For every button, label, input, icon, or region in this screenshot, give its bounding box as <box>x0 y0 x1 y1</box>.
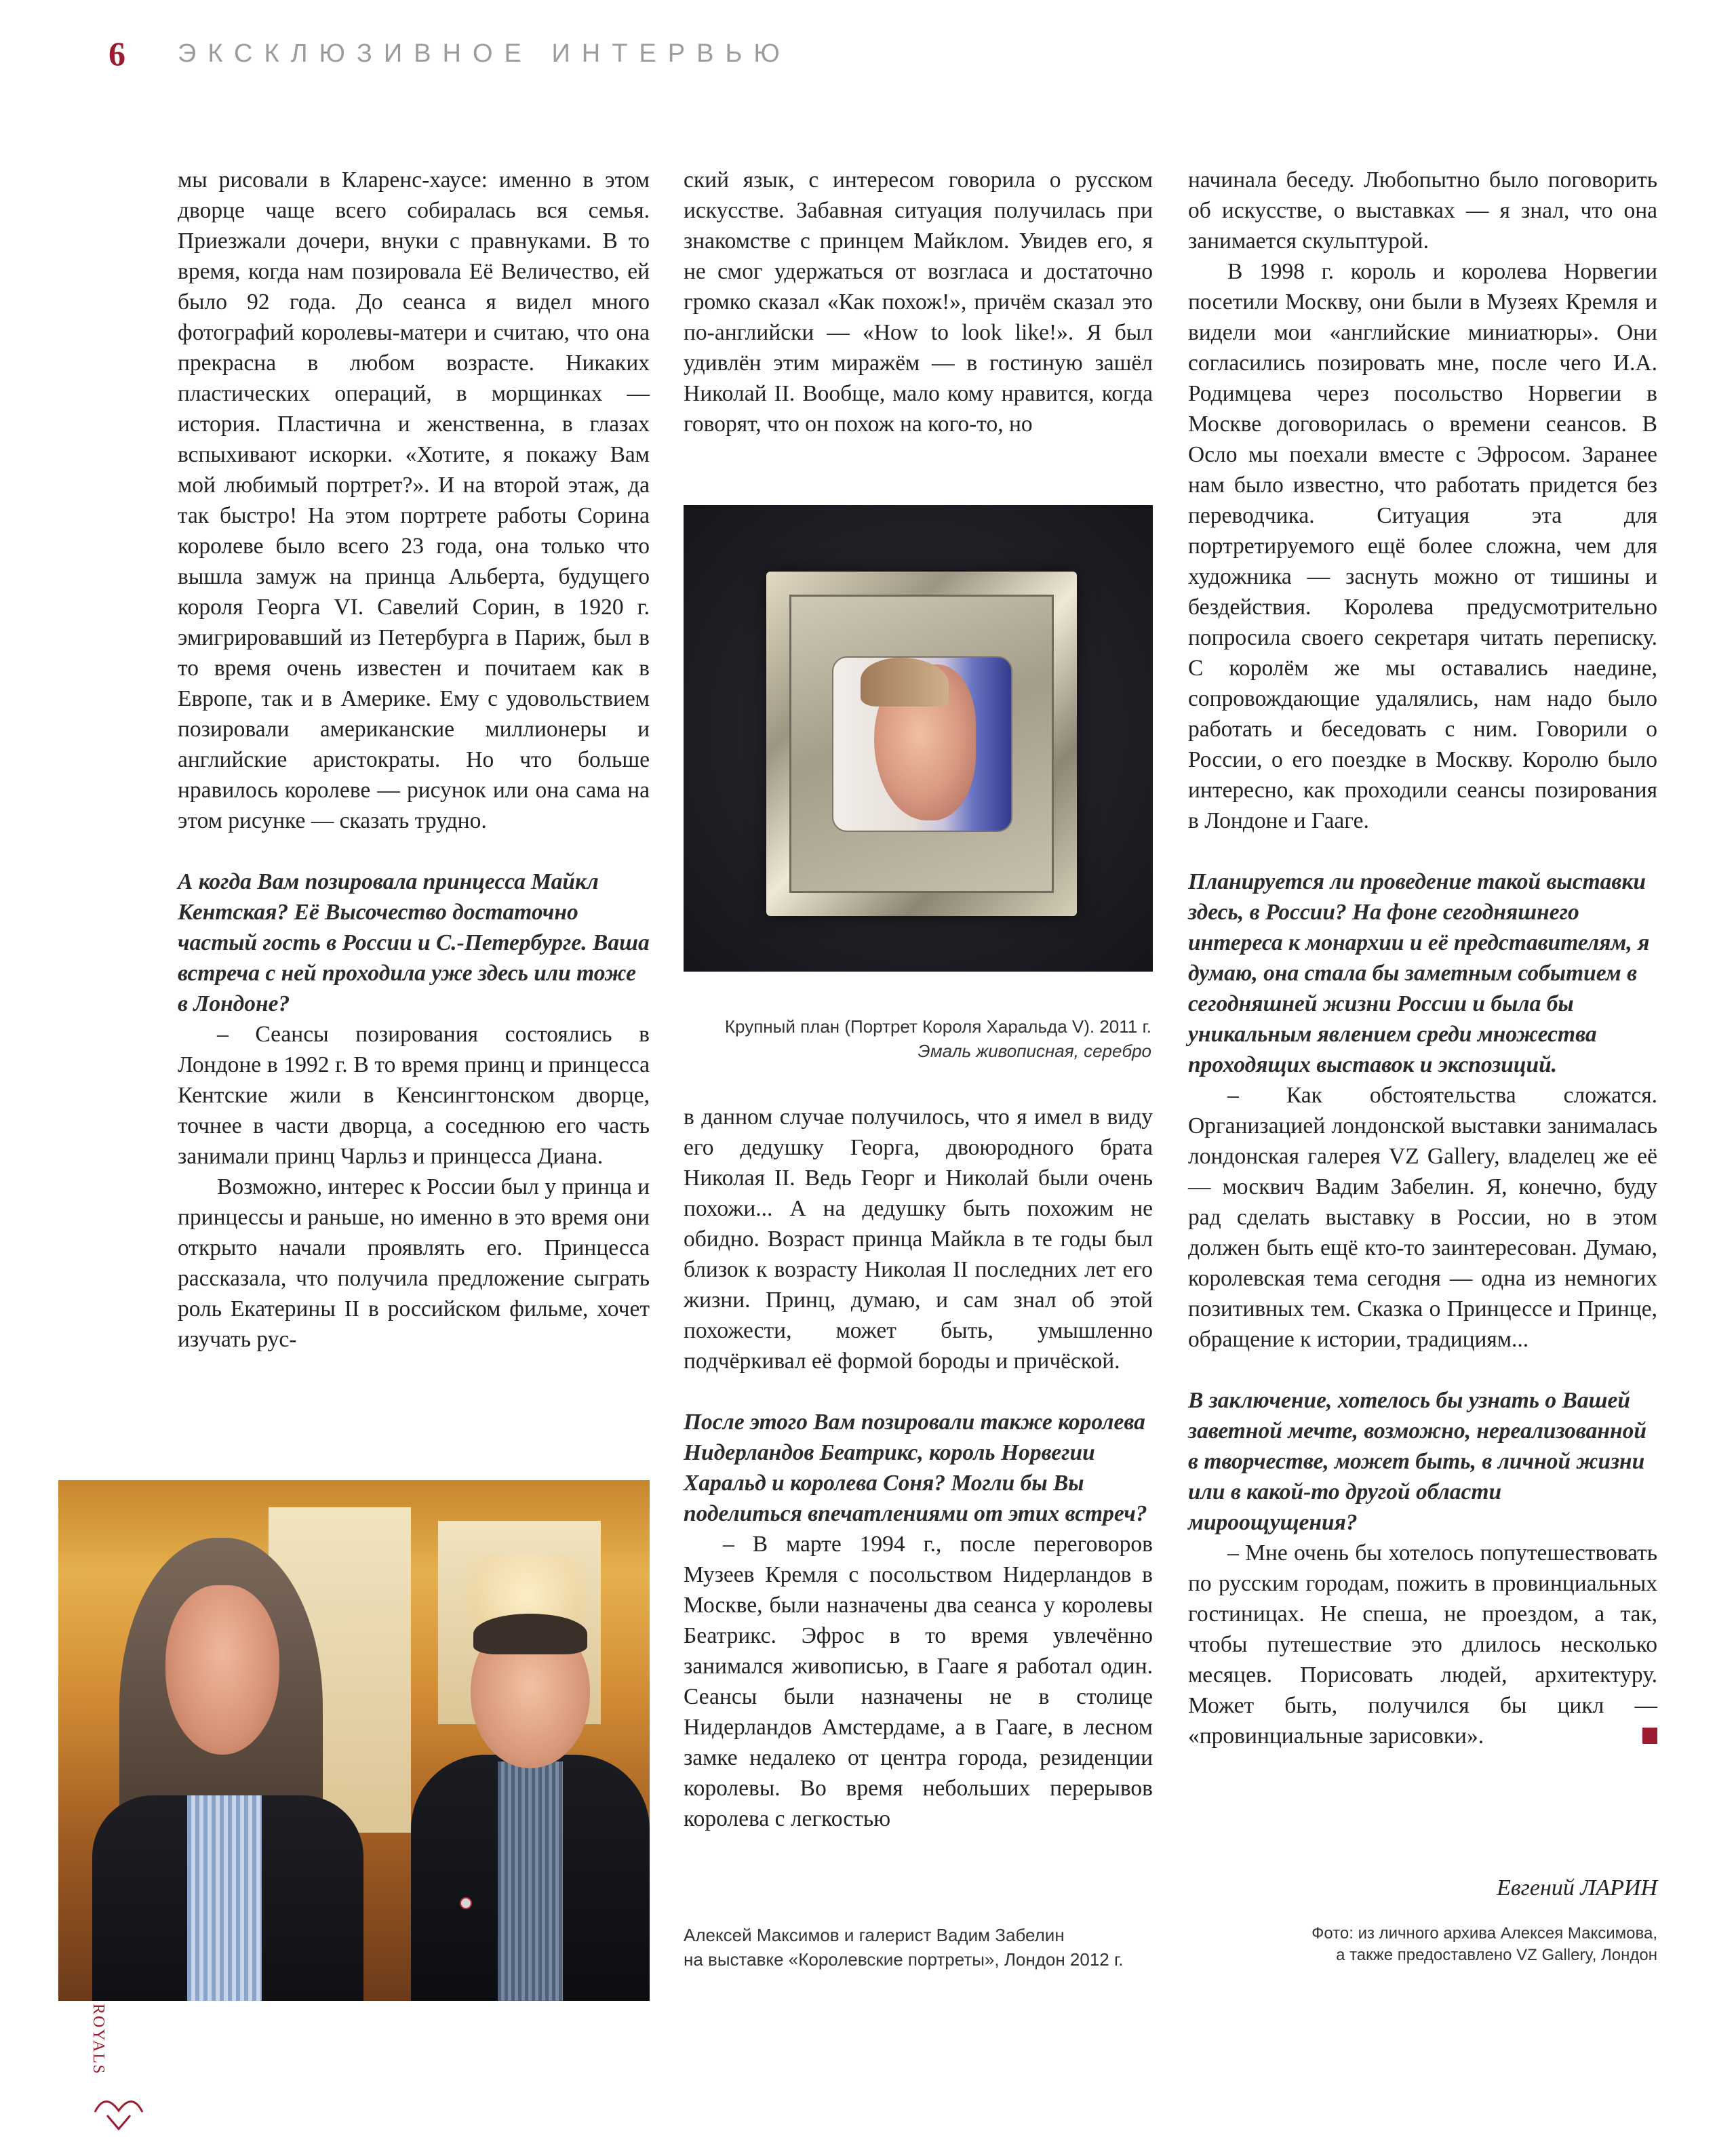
striped-shirt <box>498 1761 563 2001</box>
striped-shirt <box>187 1795 262 2001</box>
interview-question: В заключение, хотелось бы узнать о Вашей заветной мечте, возможно, нереализованной в творчестве, может быть, в личной жизни или в какой-то другой области мироощущения? <box>1188 1388 1647 1535</box>
article-column-2-bottom <box>684 1102 1153 1834</box>
article-author: Евгений ЛАРИН <box>1497 1875 1657 1900</box>
person-vadim-zabelin <box>411 1619 650 2001</box>
paragraph: Возможно, интерес к России был у принца и принцессы и раньше, но именно в это время они открыто начали проявлять его. Принцесса рассказала, что получила предложение сыграть роль Екатерины II в российском фильме, хочет изучать рус- <box>178 1174 650 1352</box>
interview-question: Планируется ли проведение такой выставки здесь, в России? На фоне сегодняшнего интереса к монархии и её представителям, я думаю, она стала бы заметным событием в сегодняшней жизни России и была бы уникальным явлением среди множества проходящих выставок и экспозиций. <box>1188 869 1650 1077</box>
face <box>165 1585 279 1755</box>
photo-caption <box>684 1923 1158 1972</box>
portrait-caption <box>684 1014 1151 1063</box>
royals-logo <box>88 1983 149 2119</box>
silver-frame <box>766 572 1077 916</box>
paragraph: – Сеансы позирования состоялись в Лондоне в 1992 г. В то время принц и принцесса Кентские жили в Кенсингтонском дворце, точнее в части дворца, а соседнюю его часть занимали принц Чарльз и принцесса Диана. <box>178 1022 650 1169</box>
photo-caption-line: Алексей Максимов и галерист Вадим Забелин <box>684 1925 1065 1945</box>
portrait-miniature-photo <box>684 505 1153 972</box>
photo-caption-line: на выставке «Королевские портреты», Лондон 2012 г. <box>684 1949 1124 1970</box>
interview-question: После этого Вам позировали также королева Нидерландов Беатрикс, король Норвегии Харальд и королева Соня? Могли бы Вы поделиться впечатлениями от этих встреч? <box>684 1410 1147 1526</box>
paragraph: ский язык, с интересом говорила о русском искусстве. Забавная ситуация получилась при знакомстве с принцем Майклом. Увидев его, я не смог удержаться от возгласа и достаточно громко сказал «Как похож!», причём сказал это по-английски — «How to look like!». Я был удивлён этим миражём — в гостиную зашёл Николай II. Вообще, мало кому нравится, когда говорят, что он похож на кого-то, но <box>684 167 1153 437</box>
section-title: ЭКСКЛЮЗИВНОЕ ИНТЕРВЬЮ <box>178 39 791 68</box>
article-end-mark: R <box>1642 1728 1657 1744</box>
photo-credit <box>1188 1923 1657 1966</box>
exhibition-photo <box>58 1480 650 2001</box>
page-number: 6 <box>108 35 125 73</box>
person-aleksey-maksimov <box>79 1538 363 2001</box>
crown-ornament-icon <box>88 2085 149 2132</box>
page-header <box>0 0 1736 122</box>
portrait-caption-title: Крупный план (Портрет Короля Харальда V). 2011 г. <box>724 1016 1151 1037</box>
paragraph: В 1998 г. король и королева Норвегии посетили Москву, они были в Музеях Кремля и видели мои «английские миниатюры». Они согласились позировать мне, после чего И.А. Родимцева через посольство Норвегии в Москве договорилась о времени сеансов. В Осло мы поехали вместе с Эфросом. Заранее нам было известно, что работать придется без переводчика. Ситуация эта для портретируемого ещё более сложна, чем для художника — заснуть можно от тишины и бездействия. Королева предусмотрительно попросила своего секретаря читать переписку. С королём же мы оставались наедине, сопровождающие удалялись, нам надо было работать и беседовать с ним. Говорили о России, о его поездке в Москву. Королю было интересно, как проходили сеансы позирования в Лондоне и Гааге. <box>1188 259 1657 833</box>
photo-credit-line: Фото: из личного архива Алексея Максимова, <box>1311 1924 1657 1943</box>
paragraph: в данном случае получилось, что я имел в виду его дедушку Георга, двоюродного брата Николая II. Ведь Георг и Николай были очень похожи... А на дедушку быть похожим не обидно. Возраст принца Майкла в те годы был близок к возрасту Николая II последних лет его жизни. Принц, думаю, и сам знал об этой похожести, может быть, умышленно подчёркивал её формой бороды и причёской. <box>684 1104 1153 1374</box>
paragraph: – Как обстоятельства сложатся. Организацией лондонской выставки занималась лондонская галерея VZ Gallery, владелец же её — москвич Вадим Забелин. Я, конечно, буду рад сделать выставку в России, но в этом должен быть ещё кто-то заинтересован. Думаю, королевская тема сегодня — одна из немногих позитивных тем. Сказка о Принцессе и Принце, обращение к истории, традициям... <box>1188 1083 1657 1352</box>
enamel-portrait-king-harald <box>832 656 1012 832</box>
paragraph: – В марте 1994 г., после переговоров Музеев Кремля с посольством Нидерландов в Москве, были назначены два сеанса у королевы Беатрикс. Эфрос в то время увлечённо занимался живописью, в Гааге я работал один. Сеансы были назначены не в столице Нидерландов Амстердаме, а в Гааге, в лесном замке недалеко от центра города, резиденции королевы. Во время небольших перерывов королева с легкостью <box>684 1532 1153 1831</box>
paragraph: мы рисовали в Кларенс-хаусе: именно в этом дворце чаще всего собиралась вся семья. Приезжали дочери, внуки с правнуками. В то время, когда нам позировала Её Величество, ей было 92 года. До сеанса я видел много фотографий королевы-матери и считаю, что она прекрасна в любом возрасте. Никаких пластических операций, в морщинках — история. Пластична и женственна, в глазах вспыхивают искорки. «Хотите, я покажу Вам мой любимый портрет?». И на второй этаж, да так быстро! На этом портрете работы Сорина королеве было всего 23 года, она только что вышла замуж на принца Альберта, будущего короля Георга VI. Савелий Сорин, в 1920 г. эмигрировавший из Петербурга в Париж, был в то время очень известен и почитаем как в Европе, так и в Америке. Ему с удовольствием позировали американские миллионеры и английские аристократы. Но что больше нравилось королеве — рисунок или она сама на этом рисунке — сказать трудно. <box>178 167 650 833</box>
paragraph-text: – Мне очень бы хотелось попутешествовать по русским городам, пожить в провинциальных гостиницах. Не спеша, не проездом, а так, чтобы путешествие это длилось несколько месяцев. Порисовать людей, архитектуру. Может быть, получился бы цикл — «провинциальные зарисовки». <box>1188 1540 1657 1749</box>
short-hair <box>473 1614 587 1654</box>
article-column-1-top <box>178 165 650 1355</box>
paragraph: начинала беседу. Любопытно было поговорить об искусстве, о выставках — я знал, что она занимается скульптурой. <box>1188 167 1657 254</box>
paragraph <box>1188 1538 1691 1751</box>
portrait-caption-medium: Эмаль живописная, серебро <box>918 1041 1151 1061</box>
photo-credit-line: а также предоставлено VZ Gallery, Лондон <box>1336 1946 1657 1964</box>
frame-mat <box>789 595 1054 893</box>
royals-logo-text: ROYALS <box>90 2004 107 2075</box>
lapel-pin <box>460 1897 472 1909</box>
interview-question: А когда Вам позировала принцесса Майкл Кентская? Её Высочество достаточно частый гость в России и С.-Петербурге. Ваша встреча с ней проходила уже здесь или тоже в Лондоне? <box>178 869 650 1016</box>
article-column-2-top <box>684 165 1153 439</box>
article-column-3 <box>1188 165 1691 1751</box>
